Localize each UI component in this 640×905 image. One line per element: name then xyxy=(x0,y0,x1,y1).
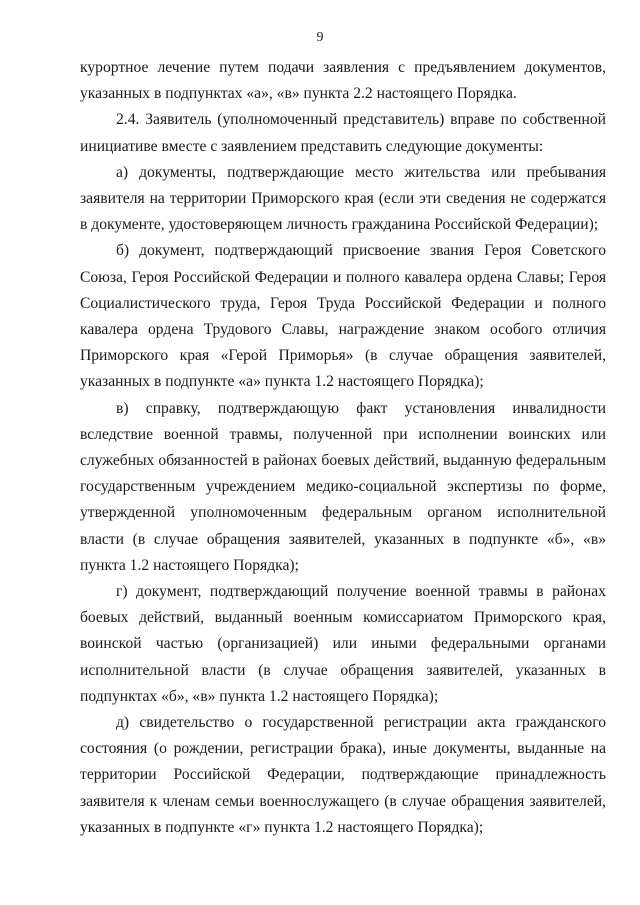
document-body xyxy=(80,55,606,841)
paragraph-item-g: г) документ, подтверждающий получение военной травмы в районах боевых действий, выданный военным комиссариатом Приморского края, воинской частью (организацией) или иными федеральными органами исполнительной власти (в случае обращения заявителей, указанных в подпунктах «б», «в» пункта 1.2 настоящего Порядка); xyxy=(80,583,606,705)
paragraph-item-a: а) документы, подтверждающие место жительства или пребывания заявителя на территории Приморского края (если эти сведения не содержатся в документе, удостоверяющем личность гражданина Российской Федерации); xyxy=(80,163,606,234)
paragraph-2-4: 2.4. Заявитель (уполномоченный представитель) вправе по собственной инициативе вместе с заявлением представить следующие документы: xyxy=(80,111,606,155)
page-number: 9 xyxy=(316,30,324,45)
paragraph-continuation: курортное лечение путем подачи заявления с предъявлением документов, указанных в подпунктах «а», «в» пункта 2.2 настоящего Порядка. xyxy=(80,59,606,103)
paragraph-item-v: в) справку, подтверждающую факт установления инвалидности вследствие военной травмы, полученной при исполнении воинских или служебных обязанностей в районах боевых действий, выданную федеральным государственным учреждением медико-социальной экспертизы по форме, утвержденной уполномоченным федеральным органом исполнительной власти (в случае обращения заявителей, указанных в подпункте «б», «в» пункта 1.2 настоящего Порядка); xyxy=(80,399,606,574)
paragraph-item-d: д) свидетельство о государственной регистрации акта гражданского состояния (о рождении, регистрации брака), иные документы, выданные на территории Российской Федерации, подтверждающие принадлежность заявителя к членам семьи военнослужащего (в случае обращения заявителей, указанных в подпункте «г» пункта 1.2 настоящего Порядка); xyxy=(80,714,606,836)
paragraph-item-b: б) документ, подтверждающий присвоение звания Героя Советского Союза, Героя Российской Федерации и полного кавалера ордена Славы; Героя Социалистического труда, Героя Труда Российской Федерации и полного кавалера ордена Трудового Славы, награждение знаком особого отличия Приморского края «Герой Приморья» (в случае обращения заявителей, указанных в подпункте «а» пункта 1.2 настоящего Порядка); xyxy=(80,242,606,391)
